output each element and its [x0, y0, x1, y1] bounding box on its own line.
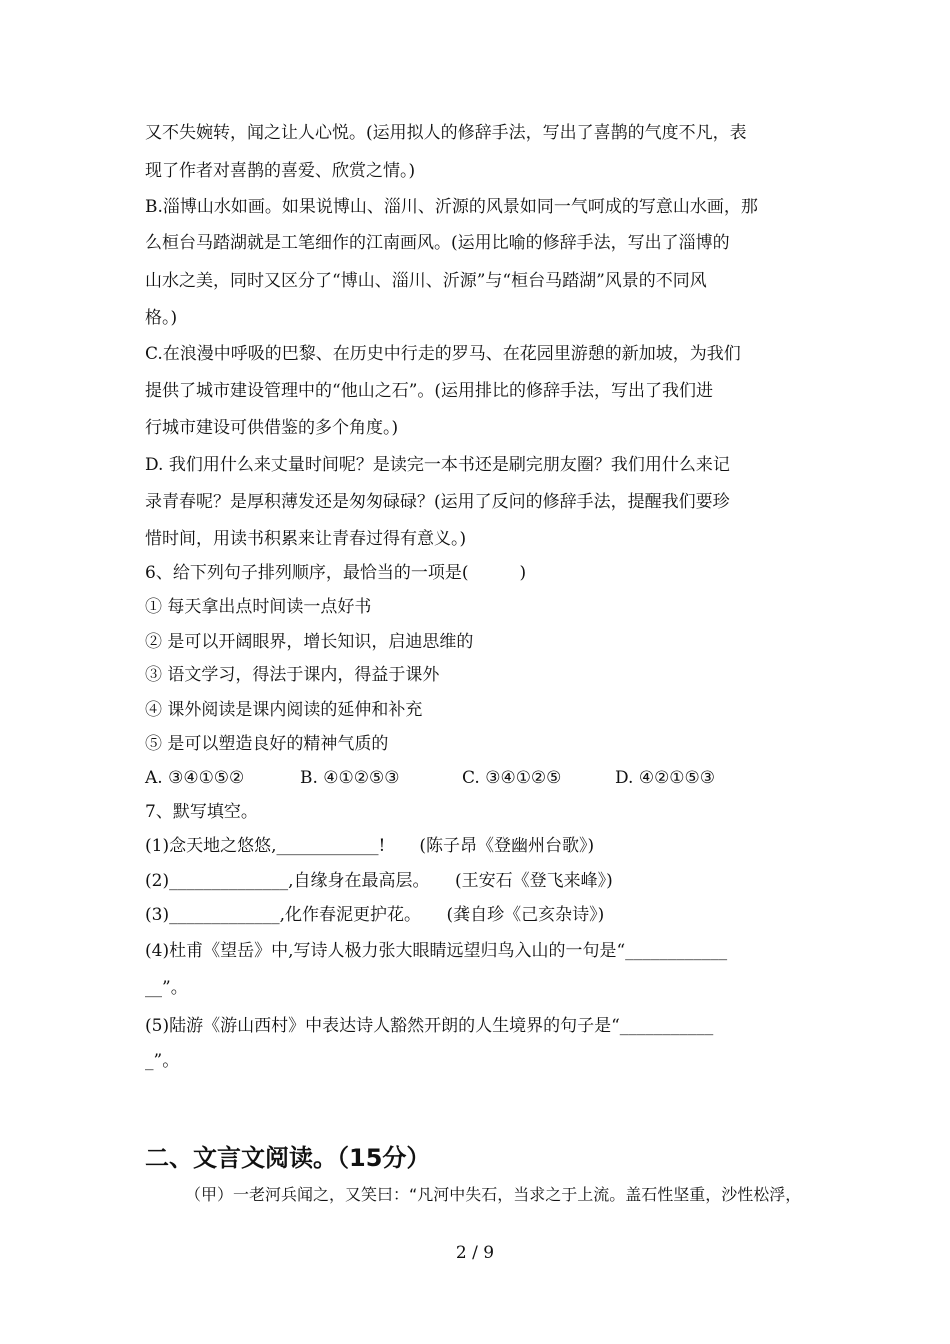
option-a: A. ③④①⑤②: [145, 768, 245, 788]
text-line: 又不失婉转，闻之让人心悦。(运用拟人的修辞手法，写出了喜鹊的气度不凡，表: [145, 123, 747, 143]
text-line: D. 我们用什么来丈量时间呢？是读完一本书还是刷完朋友圈？我们用什么来记: [145, 455, 730, 475]
choice-options: [145, 766, 715, 790]
sentence-item: ⑤ 是可以塑造良好的精神气质的: [145, 734, 389, 754]
text-line: 录青春呢？是厚积薄发还是匆匆碌碌？(运用了反问的修辞手法，提醒我们要珍: [145, 492, 730, 512]
fill-item-cont: __”。: [145, 978, 188, 998]
text-line: 提供了城市建设管理中的“他山之石”。(运用排比的修辞手法，写出了我们进: [145, 381, 714, 401]
fill-item: (1)念天地之悠悠,____________! (陈子昂《登幽州台歌》): [145, 836, 595, 856]
fill-item: (4)杜甫《望岳》中,写诗人极力张大眼睛远望归鸟入山的一句是“____________: [145, 941, 728, 961]
section-heading: 二、文言文阅读。（15分）: [145, 1144, 431, 1172]
option-c: C. ③④①②⑤: [462, 768, 562, 788]
fill-item: (2)______________,自缘身在最高层。 (王安石《登飞来峰》): [145, 871, 613, 891]
sentence-item: ③ 语文学习，得法于课内，得益于课外: [145, 665, 440, 685]
fill-item-cont: _”。: [145, 1051, 180, 1071]
text-line: 格。): [145, 308, 178, 328]
fill-item: (3)_____________,化作春泥更护花。 (龚自珍《己亥杂诗》): [145, 905, 605, 925]
fill-item: (5)陆游《游山西村》中表达诗人豁然开朗的人生境界的句子是“___________: [145, 1016, 714, 1036]
option-d: D. ④②①⑤③: [615, 768, 716, 788]
sentence-item: ④ 课外阅读是课内阅读的延伸和补充: [145, 700, 423, 720]
option-b: B. ④①②⑤③: [300, 768, 400, 788]
text-line: 现了作者对喜鹊的喜爱、欣赏之情。): [145, 161, 416, 181]
text-line: 山水之美，同时又区分了“博山、淄川、沂源”与“桓台马踏湖”风景的不同风: [145, 271, 707, 291]
text-line: B.淄博山水如画。如果说博山、淄川、沂源的风景如同一气呵成的写意山水画，那: [145, 197, 758, 217]
text-line: 行城市建设可供借鉴的多个角度。): [145, 418, 399, 438]
text-line: 惜时间，用读书积累来让青春过得有意义。): [145, 529, 467, 549]
question-6-title: 6、给下列句子排列顺序，最恰当的一项是( ): [145, 563, 527, 583]
sentence-item: ② 是可以开阔眼界，增长知识，启迪思维的: [145, 632, 474, 652]
sentence-item: ① 每天拿出点时间读一点好书: [145, 597, 372, 617]
text-line: C.在浪漫中呼吸的巴黎、在历史中行走的罗马、在花园里游憩的新加坡，为我们: [145, 344, 741, 364]
text-line: 么桓台马踏湖就是工笔细作的江南画风。(运用比喻的修辞手法，写出了淄博的: [145, 233, 730, 253]
classical-text: （甲）一老河兵闻之，又笑曰：“凡河中失石，当求之于上流。盖石性坚重，沙性松浮，: [185, 1185, 802, 1204]
question-7-title: 7、默写填空。: [145, 802, 258, 822]
page-number: 2 / 9: [455, 1243, 495, 1263]
